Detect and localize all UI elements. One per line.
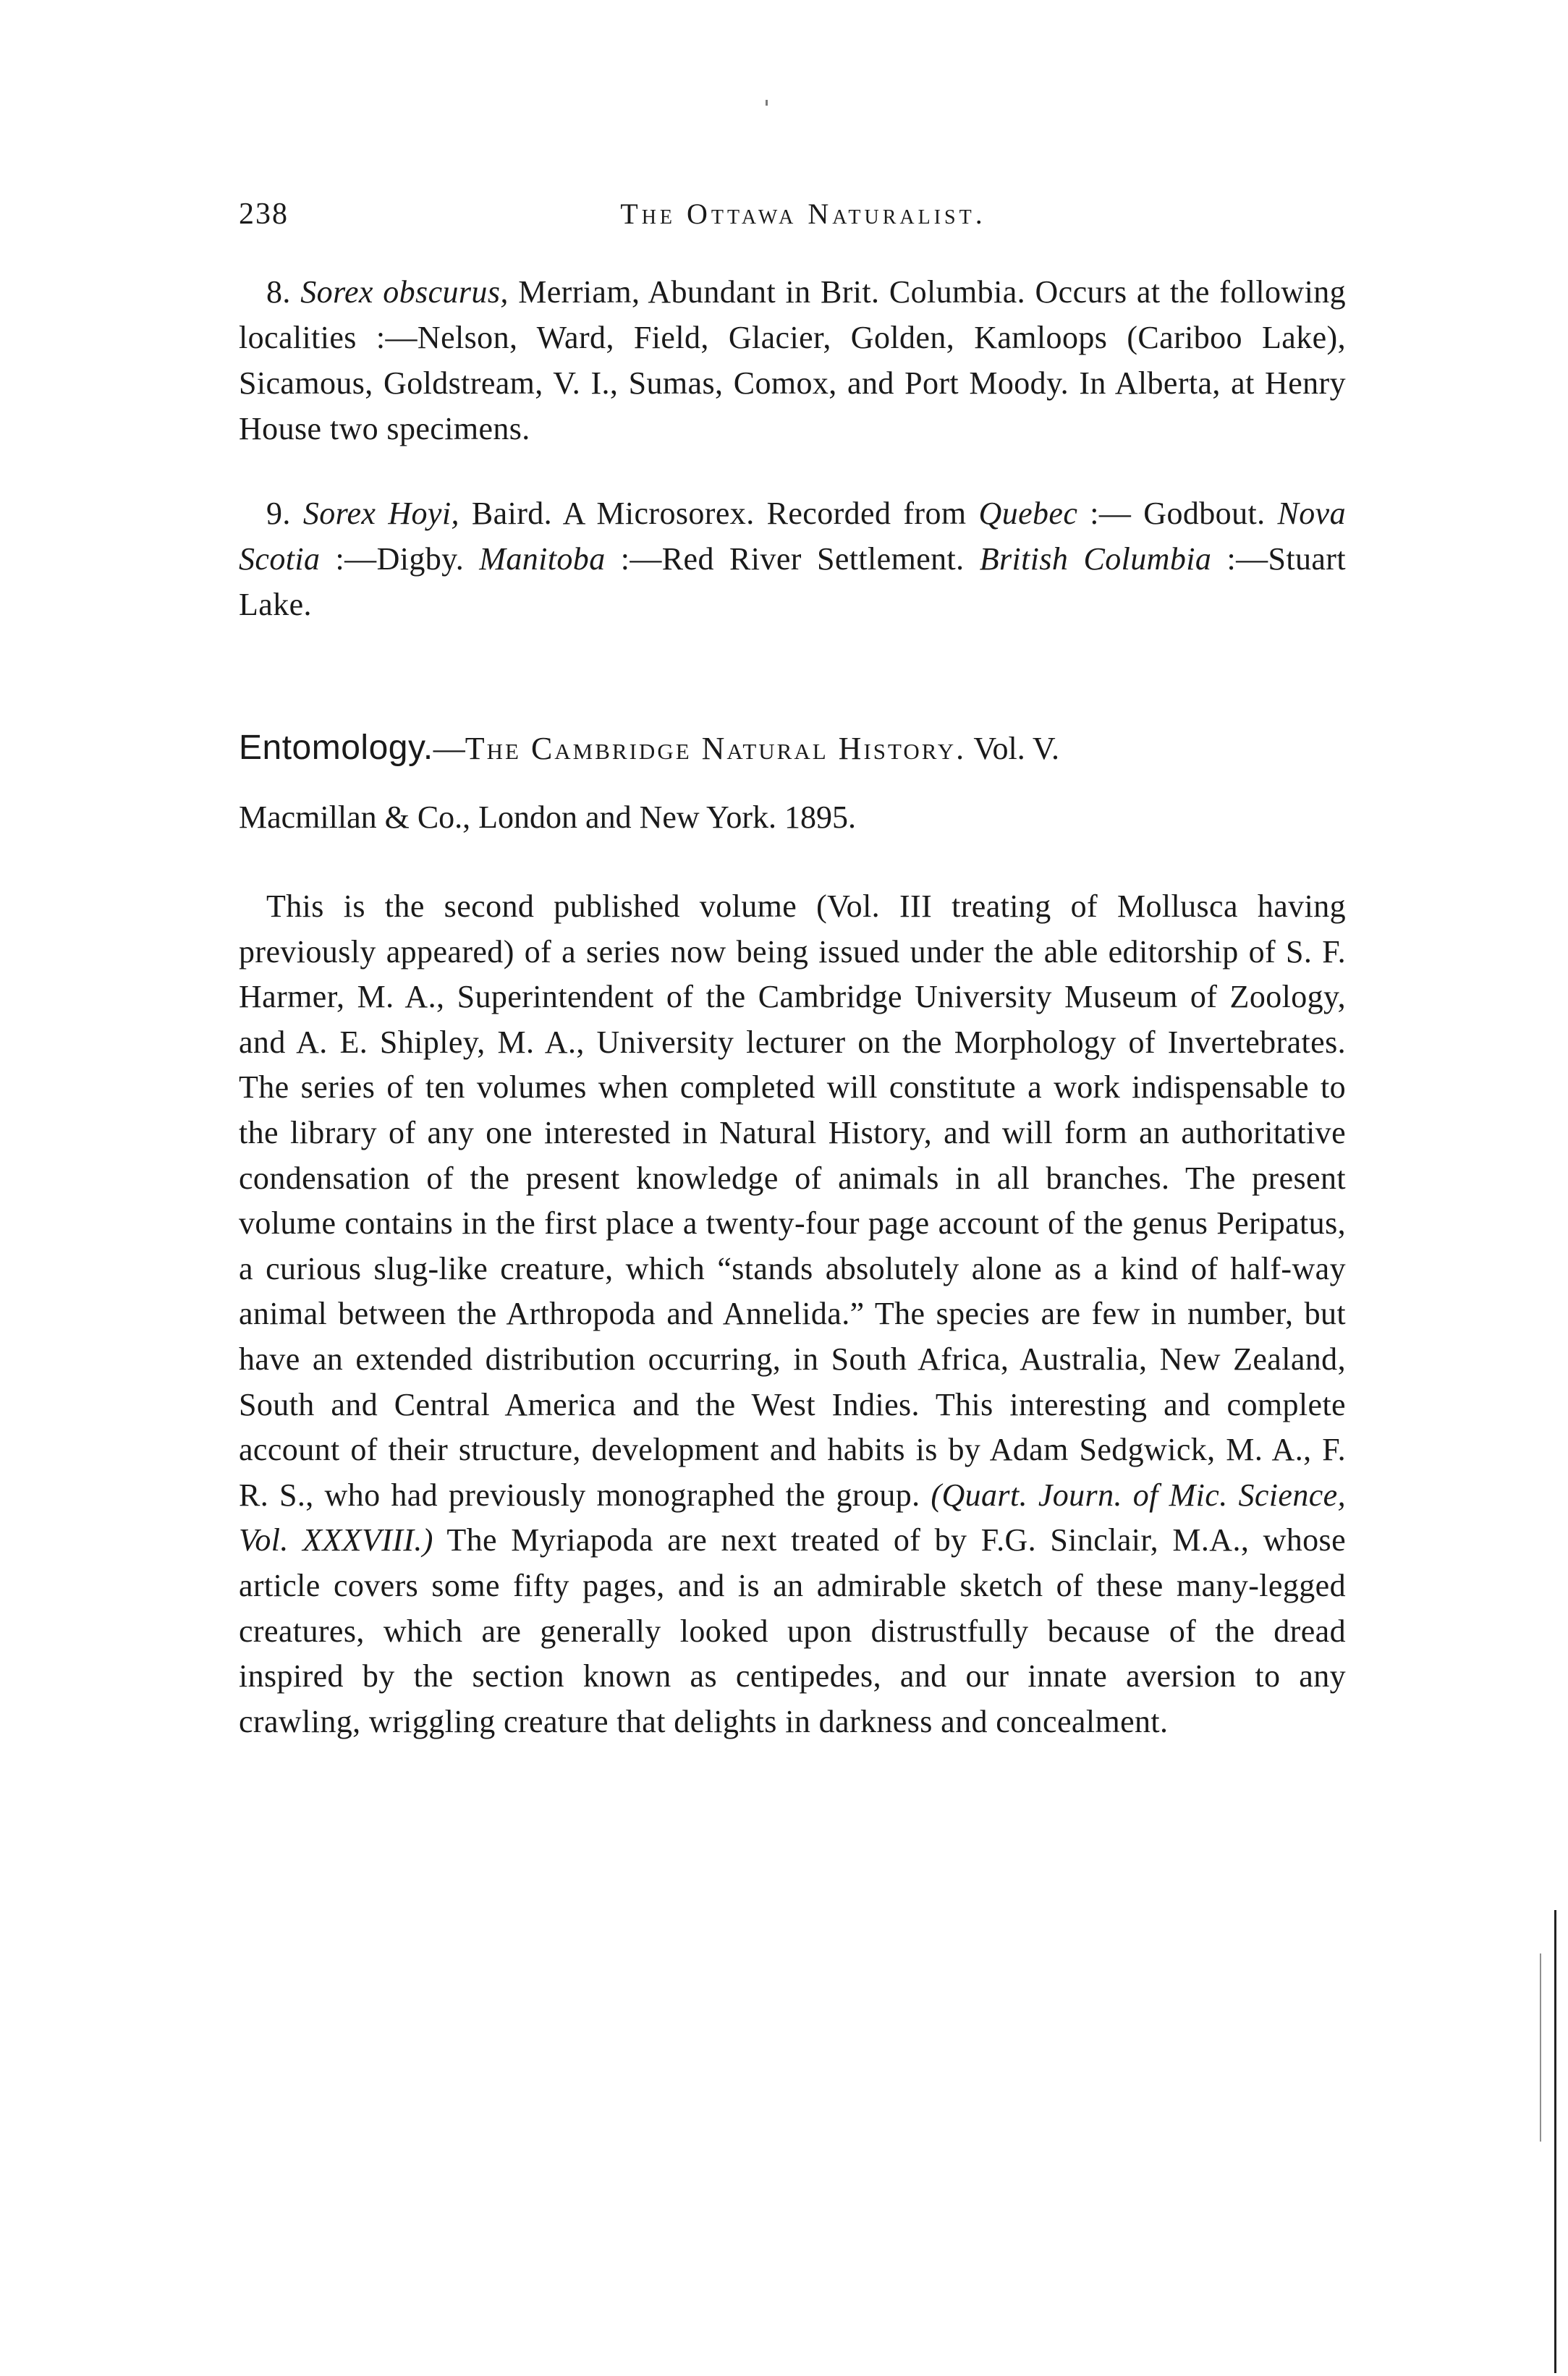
journal-title: The Ottawa Naturalist. (620, 198, 986, 230)
page-number: 238 (239, 198, 289, 231)
entry-text: Merriam, Abundant in Brit. Columbia. Occurs at the following localities :—Nelson, Ward, Field, Glacier, Golden, Kamloops (Cariboo Lake), Sicamous, Goldstream, V. I., Sumas, Comox, and Port Moody. In Alberta, at Henry House two specimens. (239, 274, 1347, 446)
entry-number: 9. (266, 496, 291, 531)
locality-province: British Columbia (979, 541, 1212, 577)
species-entry-9 (239, 491, 1346, 627)
entry-text: Baird. A Microsorex. Recorded from (459, 496, 979, 531)
taxon-name: Sorex obscurus, (300, 274, 509, 310)
running-head (239, 197, 1331, 247)
journal-citation: (Quart. Journ. of Mic. Science, Vol. XXXVIII.) (239, 1477, 1346, 1558)
species-entry-8 (239, 269, 1346, 451)
taxon-name: Sorex Hoyi, (302, 496, 459, 531)
scan-edge-mark (1540, 1953, 1541, 2142)
review-heading (239, 725, 1346, 771)
book-imprint: Macmillan & Co., London and New York. 1895. (239, 799, 857, 835)
heading-dash: — (433, 731, 465, 766)
entry-text: :— Godbout. (1077, 496, 1278, 531)
scan-edge-mark (1554, 1910, 1556, 2373)
scan-speck (766, 100, 768, 106)
review-body (239, 884, 1346, 1744)
locality-province: Manitoba (479, 541, 606, 577)
review-topic: Entomology. (239, 729, 433, 767)
book-title: The Cambridge Natural History. (465, 731, 967, 766)
review-text: This is the second published volume (Vol. III treating of Mollusca having previously appeared) of a series now being issued under the able editorship of S. F. Harmer, M. A., Superintendent of the Cambridge University Museum of Zoology, and A. E. Shipley, M. A., University lecturer on the Morphology of Invertebrates. The series of ten volumes when completed will constitute a work indispensable to the library of any one interested in Natural History, and will form an authoritative condensation of the present knowledge of animals in all branches. The present volume contains in the first place a twenty-four page account of the genus Peripatus, a curious slug-like creature, which “stands absolutely alone as a kind of half-way animal between the Arthropoda and Annelida.” The species are few in number, but have an extended distribution occurring, in South Africa, Australia, New Zealand, South and Central America and the West Indies. This interesting and complete account of their structure, development and habits is by Adam Sedgwick, M. A., F. R. S., who had previously monographed the group. (239, 888, 1346, 1513)
entry-number: 8. (266, 274, 291, 310)
entry-text: :—Stuart Lake. (239, 541, 1346, 622)
book-volume: Vol. V. (966, 731, 1059, 766)
locality-province: Nova Scotia (239, 496, 1346, 577)
review-text: The Myriapoda are next treated of by F.G. Sinclair, M.A., whose article covers some fifty pages, and is an admirable sketch of these many-legged creatures, which are generally looked upon distrustfully because of the dread inspired by the section known as centipedes, and our innate aversion to any crawling, wriggling creature that delights in darkness and concealment. (239, 1522, 1347, 1739)
locality-province: Quebec (978, 496, 1078, 531)
entry-text: :—Digby. (320, 541, 480, 577)
entry-text: :—Red River Settlement. (605, 541, 980, 577)
